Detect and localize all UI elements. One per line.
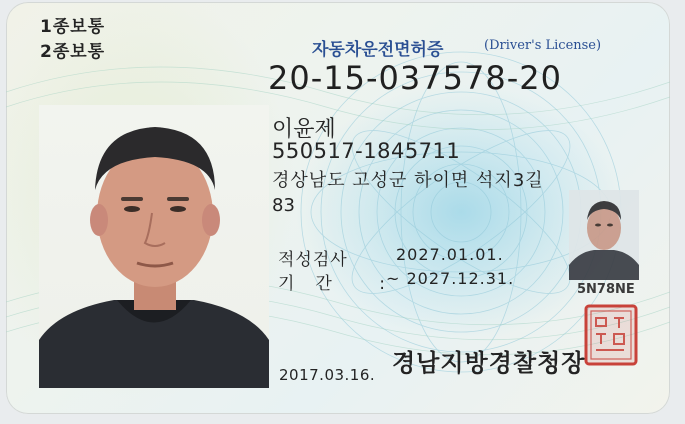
ghost-portrait [569, 190, 639, 280]
license-number: 20-15-037578-20 [268, 59, 562, 97]
ghost-photo [569, 190, 639, 280]
holder-photo [39, 105, 269, 388]
aptitude-test-label: 적성검사 [278, 250, 348, 270]
address-line-2: 83 [272, 195, 295, 216]
official-seal [582, 302, 640, 368]
license-title-english: (Driver's License) [484, 38, 602, 53]
drivers-license-card [6, 2, 670, 414]
resident-registration-number: 550517-1845711 [272, 139, 461, 163]
license-class-2: 2종보통 [40, 42, 106, 62]
aptitude-test-date: 2027.01.01. [396, 245, 504, 264]
issuing-authority: 경남지방경찰청장 [392, 349, 586, 377]
license-class-1: 1종보통 [40, 17, 106, 37]
holder-portrait [39, 105, 269, 388]
license-title: 자동차운전면허증 [312, 40, 444, 60]
holder-name: 이윤제 [272, 117, 336, 142]
validity-period-value: ~ 2027.12.31. [386, 269, 515, 288]
address-line-1: 경상남도 고성군 하이면 석지3길 [272, 170, 544, 191]
serial-code: 5N78NE [577, 282, 635, 297]
issue-date: 2017.03.16. [279, 366, 376, 384]
validity-period-label: 기간 : [278, 274, 406, 294]
